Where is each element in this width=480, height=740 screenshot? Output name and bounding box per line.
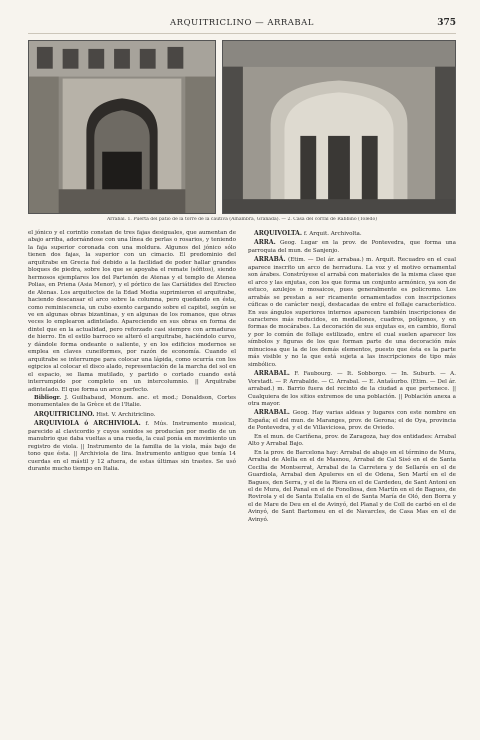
paragraph-barcelona: En la prov. de Barcelona hay: Arrabal de abajo en el término de Mura, Arrabal de Alella en el de Masnou, Arrabal de Cal Sisó en el de Santa Cecilia de Montserrat, Arrabal de la Carretera y de Sellarés en el de Guardiola, Arrabal den Apuleres en el de Odena, Sen Martí en el de Bagues, den Serra, y el de la Riera en el de Cardedeu, de Sant Antoni en el de Mura, del Panal en el de Fonollosa, den Martín en el de Bagues, de Rovirola y el de Santa Eulalia en el de Santa María de Oló, den Borra y el de Mare de Deu en el de Avinyó, del Planal y de Coll de carbó en el de Avinyó, de Sant Bartomeu en el de Navarcles, de Casa Mas en el de Avinyó. [248, 449, 456, 523]
paragraph-carinena: En el mun. de Cariñena, prov. de Zaragoza, hay dos entidades: Arrabal Alto y Arrabal Bajo. [248, 433, 456, 448]
book-page [28, 18, 456, 724]
paragraph: el jónico y el corintio constan de tres fajas desiguales, que aumentan de abajo arriba, adornándose con una línea de perlas o rosarios, y teniendo la faja superior coronada con una moldura. Algunos del jónico sólo tienen dos fajas, la superior con un cimacio. El predominio del arquitrabe en Grecia fué debido a la facilidad de poder hallar grandes bloques de piedra, sobre los que se apoyaba el remate (sófitos), siendo hermosos ejemplares los del Partenón de Atenas y el templo de Atenea Polias, en Priena (Asia Menor), y el pórtico de las Cariátides del Erecteo de Atenas. Los arquitectos de la Edad Media suprimieron el arquitrabe, haciendo descansar el arco sobre la columna, pero quedando en ésta, como reminiscencia, un cubo exento cargando sobre el capitel, según se ve en algunas obras bizantinas, y en algunas de los romanos, que otras veces lo emplearon adintelado. Apareciendo en sus obras en forma de dintel que en la actualidad, pero reforzado casi siempre con armaduras de hierro. En el estilo barroco se alteró el arquitrabe, haciéndolo curvo, y dándole forma ondeante o saliente, y en los edificios modernos se emplea en claves cuneiformes, por razón de economía. Cuando el arquitrabe se interrumpe para colocar una lápida, como ocurría con los egipcios al colocar el disco alado, representación de la marcha del sol en el espacio, se llama mutilado, y partido o cortado cuando está interrumpido por completo en un intercolumnio. || Arquitrabe adintelado. El que forma un arco perfecto. [28, 230, 236, 393]
entry-arrabal-geog: ARRABAL. Geog. Hay varias aldeas y lugares con este nombre en España; el del mun. de Maranges, prov. de Gerona; el de Oya, provincia de Pontevedra, y el de Villaviciosa, prov. de Oviedo. [248, 409, 456, 432]
figure-alhambra-doorway [28, 40, 216, 214]
page-number: 375 [437, 18, 456, 28]
figure-toledo-house [222, 40, 456, 214]
entry-arra: ARRA. Geog. Lugar en la prov. de Pontevedra, que forma una parroquia del mun. de Sanjenjo. [248, 239, 456, 254]
running-title: ARQUITRICLINO — ARRABAL [170, 18, 314, 28]
figure-caption: Arrabal. 1. Puerta del patio de la torre de la cautiva (Alhambra, Granada). — 2. Casa del corral de Rabbino (Toledo) [106, 217, 378, 222]
bibliography: Bibliogr. J. Guilhabaud, Monum. anc. et mod.; Donaldson, Cortes monumentales de la Grèce et de l'Italie. [28, 394, 237, 409]
entry-arquiviola: ARQUIVIOLA ó ARCHIVIOLA. f. Mús. Instrumento musical, parecido al clavicordio y cuyos sonidos se producían por medio de un manubrio que daba vueltas a una rueda, la cual ponía en movimiento un registro de viola. || Instrumento de la familia de la viola, más bajo de tono que ésta. || Archiviola de lira. Instrumento antiguo que tenía 14 cuerdas en el mástil y 12 afuera, de estas últimas sin trastes. Se usó durante mucho tiempo en Italia. [28, 420, 237, 473]
entry-arquivolta: ARQUIVOLTA. f. Arquit. Archivolta. [254, 230, 362, 237]
entry-arquitriclino: ARQUITRICLINO. Hist. V. Architriclino. [34, 410, 156, 418]
right-column [248, 230, 456, 525]
left-column [28, 230, 236, 525]
entry-arraba: ARRABÁ. (Etim. — Del ár. arrabaa.) m. Arquit. Recuadro en el cual aparece inscrito un arco de herradura. La voz y el motivo ornamental son árabes. Constrúyese el arrabá con materiales de la misma clase que el arco y las enjutas, con los que forma un conjunto armónico, ya son de estuco, azulejos o mosaicos, pues generalmente es policromo. Los arrabás se prestan a ser ricamente ornamentados con inscripciones cúficas o de carácter nesjí, destacadas de entre el follaje característico. En sus ángulos superiores internos aparecen también inscripciones de caracteres más reducidos, en medallones, cuadros, polígonos, y en formas de mocárabes. La decoración de sus enjutas es, en cambio, floral y por lo común de follaje estilizado, entre el cual suelen aparecer los símbolos y figuras de los que forman parte de una decoración más minuciosa que la de los demás elementos, puesto que ésta es la parte más visible y no la que está sujeta a las inscripciones de tipo más simbólico. [248, 256, 456, 368]
figures-row [28, 40, 456, 214]
running-header [28, 18, 456, 34]
entry-arrabal: ARRABAL. F. Faubourg. — It. Sobborgo. — In. Suburb. — A. Vorstadt. — P. Arrabalde. — C. Arrabal. — E. Antaŭurbo. (Etim. — Del ár. arrabad.) m. Barrio fuera del recinto de la ciudad a que pertenece. || Cualquiera de los sitios extremos de una población. || Población anexa a otra mayor. [248, 370, 456, 407]
text-columns [28, 230, 456, 525]
